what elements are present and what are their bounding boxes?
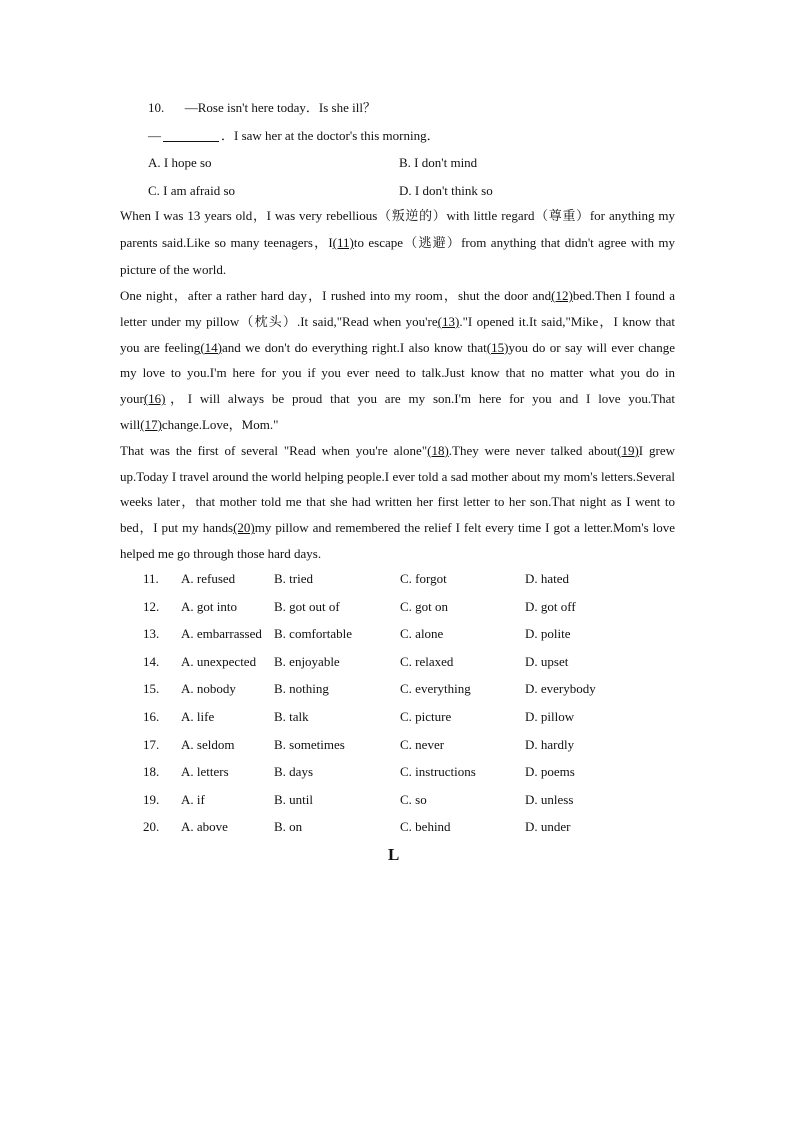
options-row: [143, 565, 663, 593]
option-b: B. got out of: [274, 598, 340, 614]
item-number: 13.: [143, 626, 160, 642]
options-row: [143, 786, 663, 814]
option-a: A. nobody: [181, 681, 236, 697]
passage-text: When I was 13 years old，I was very rebellious（叛逆的）with little regard（尊重）for anything my parents said.Like so many teenagers，I: [120, 208, 675, 250]
item-number: 12.: [143, 598, 160, 614]
option-a: A. embarrassed: [181, 626, 262, 642]
options-row: [143, 703, 663, 731]
blank-18: (18): [427, 442, 449, 458]
blank-16: (16): [143, 391, 166, 407]
option-d: D. hated: [525, 571, 570, 586]
option-a: A. I hope so: [148, 155, 212, 170]
option-d: D. got off: [525, 598, 576, 614]
passage-paragraph-3: [120, 438, 675, 567]
option-d: D. polite: [525, 626, 571, 642]
blank-17: (17): [140, 416, 162, 432]
options-row: [143, 731, 663, 759]
option-c: C. alone: [400, 626, 444, 642]
passage-text: you do or say will ever change my love to you.I'm here for you if you ever need to talk.Just know that no matter what you do in your: [120, 339, 676, 407]
option-a: A. letters: [181, 764, 229, 780]
option-c: C. relaxed: [400, 653, 454, 669]
question-10-reply-row: [148, 122, 493, 150]
passage-text: and we don't do everything right.I also know that: [221, 339, 487, 355]
item-number: 17.: [143, 736, 160, 752]
options-row: [143, 813, 663, 841]
blank-14: (14): [200, 339, 222, 355]
option-d: D. under: [525, 819, 571, 835]
item-number: 15.: [143, 681, 160, 697]
option-a: A. life: [181, 708, 215, 724]
option-b: B. days: [274, 764, 313, 780]
option-d: D. unless: [525, 791, 574, 807]
option-a: A. got into: [181, 598, 237, 614]
item-number: 16.: [143, 708, 160, 724]
option-c: C. got on: [400, 598, 449, 614]
option-b: B. tried: [274, 571, 313, 586]
option-a: A. seldom: [181, 736, 235, 752]
section-letter: L: [388, 845, 400, 864]
passage-paragraph-2: [120, 283, 675, 438]
option-d: D. poems: [525, 764, 575, 780]
options-row: [143, 593, 663, 621]
option-d: D. upset: [525, 653, 569, 669]
question-10-prompt-row: [148, 94, 493, 122]
options-row: [143, 675, 663, 703]
option-b: B. sometimes: [274, 736, 345, 752]
answer-blank: [163, 128, 219, 142]
option-b: B. comfortable: [274, 626, 352, 642]
question-10-options-row-1: [148, 149, 493, 177]
cloze-passage: [120, 202, 675, 567]
question-10-options-row-2: [148, 177, 493, 205]
option-a: A. unexpected: [181, 653, 257, 669]
blank-13: (13): [437, 313, 460, 329]
blank-11: (11): [332, 235, 354, 250]
option-a: A. above: [181, 819, 228, 835]
reply-dash: —: [148, 127, 161, 143]
option-c: C. behind: [400, 819, 451, 835]
option-a: A. refused: [181, 571, 236, 586]
option-b: B. nothing: [274, 681, 329, 697]
answer-options-table: [143, 565, 663, 841]
passage-text: That was the first of several "Read when you're alone": [120, 442, 428, 458]
option-c: C. I am afraid so: [148, 182, 236, 198]
option-d: D. hardly: [525, 736, 575, 752]
passage-text: bed.Then I found a letter under my pillow（枕头）.It said,"Read when you're: [120, 288, 675, 329]
option-c: C. picture: [400, 708, 452, 724]
option-c: C. forgot: [400, 571, 447, 586]
option-d: D. I don't think so: [399, 182, 493, 198]
option-d: D. everybody: [525, 681, 596, 697]
passage-text: my pillow and remembered the relief I felt every time I got a letter.Mom's love helped me go through those hard days.: [120, 520, 675, 561]
passage-text: ，I will always be proud that you are my son.I'm here for you and I love you.That will: [120, 391, 675, 432]
passage-text: I grew up.Today I travel around the world helping people.I ever told a sad mother about my mom's letters.Several weeks later，that mother told me that she had written her first letter to her son.That night as I went to bed，I put my hands: [120, 442, 675, 536]
options-row: [143, 620, 663, 648]
option-d: D. pillow: [525, 708, 575, 724]
item-number: 19.: [143, 791, 160, 807]
option-b: B. until: [274, 791, 314, 807]
item-number: 20.: [143, 819, 160, 835]
option-c: C. everything: [400, 681, 471, 697]
option-a: A. if: [181, 791, 205, 807]
option-b: B. I don't mind: [399, 155, 478, 170]
option-b: B. talk: [274, 708, 309, 724]
question-prompt: —Rose isn't here today．Is she ill？: [184, 100, 376, 115]
question-number: 10.: [148, 100, 165, 115]
blank-19: (19): [617, 442, 639, 458]
passage-text: to escape（逃避）from anything that didn't agree with my picture of the world.: [120, 235, 676, 277]
option-c: C. instructions: [400, 764, 476, 780]
item-number: 14.: [143, 653, 160, 669]
options-row: [143, 648, 663, 676]
item-number: 11.: [143, 571, 159, 586]
option-c: C. never: [400, 736, 445, 752]
option-c: C. so: [400, 791, 427, 807]
reply-text: ．I saw her at the doctor's this morning．: [221, 127, 440, 143]
passage-text: ."I opened it.It said,"Mike，I know that you are feeling: [120, 313, 676, 355]
passage-paragraph-1: [120, 202, 675, 283]
question-10: [148, 94, 493, 204]
passage-text: change.Love，Mom.": [161, 416, 279, 432]
option-b: B. enjoyable: [274, 653, 340, 669]
passage-text: .They were never talked about: [448, 442, 618, 458]
blank-15: (15): [486, 339, 509, 355]
options-row: [143, 758, 663, 786]
blank-20: (20): [233, 520, 255, 536]
option-b: B. on: [274, 819, 303, 835]
blank-12: (12): [551, 288, 573, 303]
passage-text: One night，after a rather hard day，I rushed into my room，shut the door and: [120, 288, 552, 303]
item-number: 18.: [143, 764, 160, 780]
